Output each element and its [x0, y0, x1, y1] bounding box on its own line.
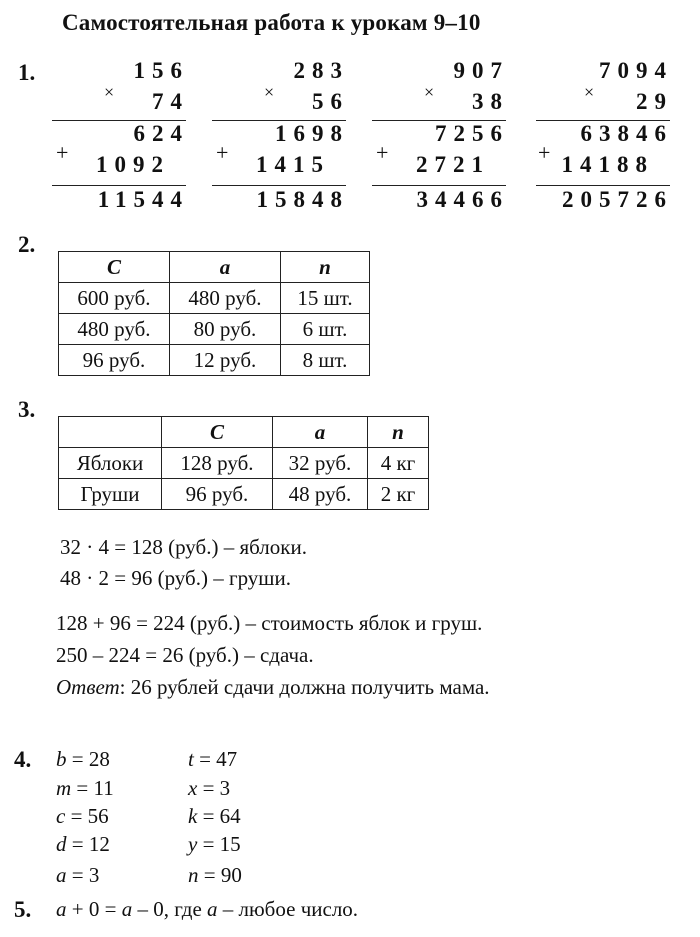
- partial-product-2: 14188: [561, 152, 654, 177]
- header-cell: a: [170, 252, 281, 283]
- product-result: 11544: [97, 187, 189, 212]
- variable: k: [188, 804, 198, 828]
- table-cell: 480 руб.: [59, 314, 170, 345]
- equation: [56, 863, 99, 888]
- variable: a: [56, 897, 67, 921]
- header-cell: n: [281, 252, 370, 283]
- equation: [188, 776, 230, 801]
- table-cell: 480 руб.: [170, 283, 281, 314]
- times-sign: ×: [424, 82, 435, 102]
- variable: d: [56, 832, 67, 856]
- table-header-row: [59, 417, 429, 448]
- table-cell: 4 кг: [368, 448, 429, 479]
- header-cell: C: [59, 252, 170, 283]
- table-cell: 96 руб.: [162, 479, 273, 510]
- multiplication-2: [212, 58, 349, 218]
- table-cell: Яблоки: [59, 448, 162, 479]
- multiplier: 74: [152, 89, 189, 114]
- table-cell: 12 руб.: [170, 345, 281, 376]
- value: = 11: [71, 776, 114, 800]
- value: = 12: [66, 832, 110, 856]
- task-2-table: [58, 251, 370, 376]
- value: = 64: [197, 804, 241, 828]
- answer-line: [56, 675, 490, 700]
- multiplicand: 283: [293, 58, 349, 83]
- divider-line: [536, 185, 670, 186]
- table-cell: 600 руб.: [59, 283, 170, 314]
- variable: m: [56, 776, 72, 800]
- product-result: 15848: [256, 187, 349, 212]
- times-sign: ×: [264, 82, 275, 102]
- equation: [188, 863, 242, 888]
- equation: [56, 832, 110, 857]
- equation: [188, 747, 237, 772]
- table-row: [59, 283, 370, 314]
- partial-product-2: 1415: [256, 152, 330, 177]
- multiplier: 56: [312, 89, 349, 114]
- text: – 0, где: [132, 897, 208, 921]
- solution-line: 32 · 4 = 128 (руб.) – яблоки.: [60, 535, 307, 559]
- plus-sign: +: [56, 140, 69, 165]
- equation: [188, 804, 241, 829]
- page-title: Самостоятельная работа к урокам 9–10: [62, 10, 481, 35]
- header-cell: [59, 417, 162, 448]
- table-cell: Груши: [59, 479, 162, 510]
- solution-line: 250 – 224 = 26 (руб.) – сдача.: [56, 643, 314, 667]
- equation: [56, 776, 114, 801]
- table-cell: 48 руб.: [273, 479, 368, 510]
- task-2-number: 2.: [18, 232, 36, 257]
- value: = 3: [197, 776, 231, 800]
- variable: t: [188, 747, 194, 771]
- partial-product-1: 1698: [275, 121, 349, 146]
- partial-product-1: 624: [133, 121, 189, 146]
- table-header-row: [59, 252, 370, 283]
- multiplicand: 156: [133, 58, 189, 83]
- variable: a: [207, 897, 218, 921]
- plus-sign: +: [216, 140, 229, 165]
- value: = 47: [193, 747, 238, 771]
- times-sign: ×: [584, 82, 595, 102]
- value: = 90: [198, 863, 242, 887]
- header-cell: C: [162, 417, 273, 448]
- table-cell: 2 кг: [368, 479, 429, 510]
- task-4-number: 4.: [14, 747, 32, 772]
- partial-product-1: 63846: [580, 121, 673, 146]
- partial-product-1: 7256: [435, 121, 509, 146]
- table-row: [59, 314, 370, 345]
- equation: [56, 747, 110, 772]
- partial-product-2: 2721: [416, 152, 490, 177]
- value: = 3: [66, 863, 100, 887]
- times-sign: ×: [104, 82, 115, 102]
- value: = 56: [65, 804, 109, 828]
- product-result: 205726: [562, 187, 673, 212]
- product-result: 34466: [416, 187, 509, 212]
- table-cell: 15 шт.: [281, 283, 370, 314]
- multiplication-4: [536, 58, 673, 218]
- table-cell: 80 руб.: [170, 314, 281, 345]
- plus-sign: +: [376, 140, 389, 165]
- text: + 0 =: [66, 897, 122, 921]
- task-1-number: 1.: [18, 60, 36, 85]
- divider-line: [52, 185, 186, 186]
- multiplication-3: [372, 58, 509, 218]
- multiplier: 29: [636, 89, 673, 114]
- variable: a: [121, 897, 133, 921]
- variable: c: [56, 804, 66, 828]
- equation: [56, 804, 109, 829]
- table-row: [59, 479, 429, 510]
- table-cell: 8 шт.: [281, 345, 370, 376]
- equation: [56, 897, 358, 922]
- variable: n: [188, 863, 199, 887]
- table-cell: 96 руб.: [59, 345, 170, 376]
- table-cell: 32 руб.: [273, 448, 368, 479]
- plus-sign: +: [538, 140, 551, 165]
- variable: y: [188, 832, 198, 856]
- variable: a: [56, 863, 67, 887]
- answer-label: Ответ: [56, 675, 120, 699]
- task-3-number: 3.: [18, 397, 36, 422]
- value: = 28: [66, 747, 110, 771]
- multiplier: 38: [472, 89, 509, 114]
- task-3-table: [58, 416, 429, 510]
- table-row: [59, 345, 370, 376]
- multiplicand: 907: [453, 58, 509, 83]
- variable: b: [56, 747, 67, 771]
- table-cell: 6 шт.: [281, 314, 370, 345]
- header-cell: n: [368, 417, 429, 448]
- variable: x: [188, 776, 198, 800]
- divider-line: [212, 185, 346, 186]
- answer-text: : 26 рублей сдачи должна получить мама.: [119, 675, 490, 699]
- equation: [188, 832, 241, 857]
- divider-line: [372, 185, 506, 186]
- solution-line: 48 · 2 = 96 (руб.) – груши.: [60, 566, 291, 590]
- solution-line: 128 + 96 = 224 (руб.) – стоимость яблок и груш.: [56, 611, 483, 635]
- task-5-number: 5.: [14, 897, 32, 922]
- table-row: [59, 448, 429, 479]
- value: = 15: [197, 832, 241, 856]
- multiplication-1: [52, 58, 189, 218]
- text: – любое число.: [217, 897, 359, 921]
- partial-product-2: 1092: [96, 152, 170, 177]
- header-cell: a: [273, 417, 368, 448]
- table-cell: 128 руб.: [162, 448, 273, 479]
- multiplicand: 7094: [599, 58, 673, 83]
